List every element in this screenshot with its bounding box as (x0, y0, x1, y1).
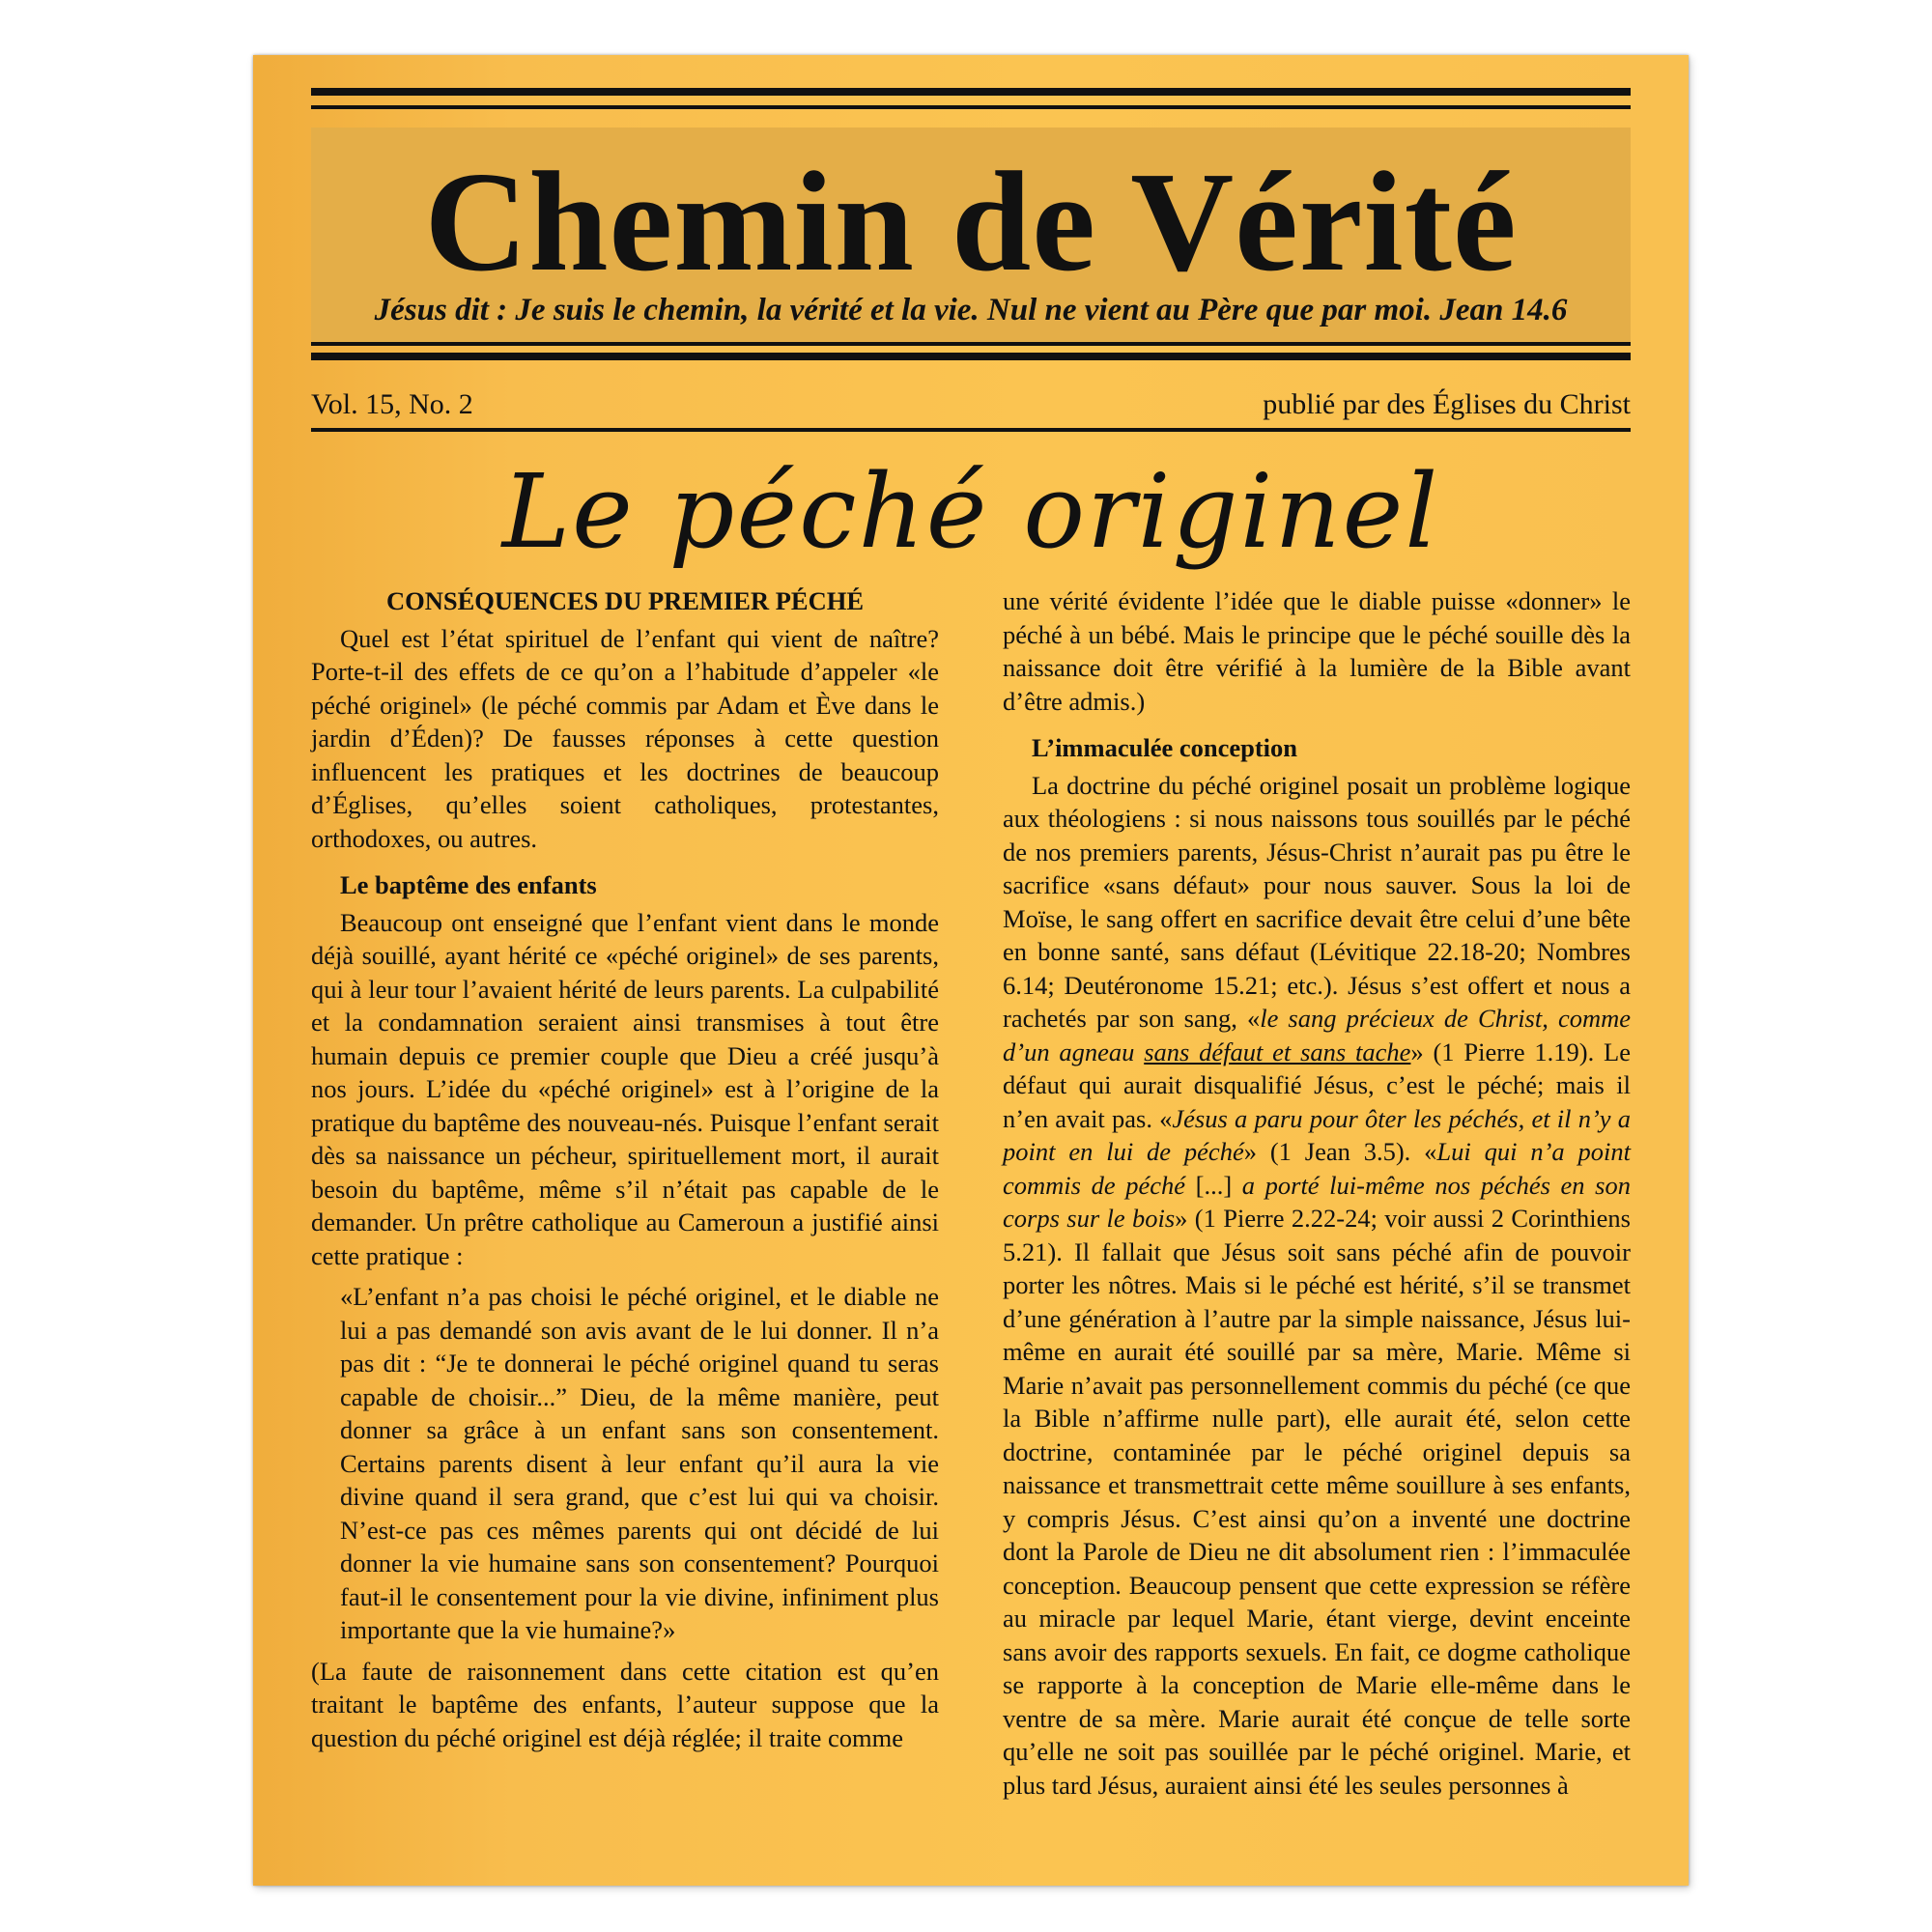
continued-paragraph: une vérité évidente l’idée que le diable puisse «donner» le péché à un bébé. Mais le principe que le péché souille dès la naissance doit être vérifié à la lumière de la Bible avant d’être admis.) (1003, 586, 1631, 716)
issue-volume: Vol. 15, No. 2 (311, 388, 473, 420)
masthead-verse: Jésus dit : Je suis le chemin, la vérité et la vie. Nul ne vient au Père que par moi. Jean 14.6 (374, 293, 1568, 327)
scripture-quote-3: Lui qui n’a point commis de péché (1003, 1137, 1632, 1200)
right-column (1003, 584, 1631, 1802)
paragraph-text-c: » (1 Jean 3.5). « (1243, 1137, 1437, 1166)
issue-info-row (311, 384, 1631, 426)
paragraph-text-e: » (1 Pierre 2.22-24; voir aussi 2 Corinthiens 5.21). Il fallait que Jésus soit sans péché afin de pouvoir porter les nôtres. Mais si le péché est hérité, s’il se transmet d’une génération à l’autre par la simple naissance, Jésus lui-même en aurait été souillé par sa mère, Marie. Même si Marie n’avait pas personnellement commis du péché (ce que la Bible n’affirme nulle part), elle aurait été, selon cette doctrine, contaminée par le péché originel depuis sa naissance et transmettrait cette même souillure à ses enfants, y compris Jésus. C’est ainsi qu’on a inventé une doctrine dont la Parole de Dieu ne dit absolument rien : l’immaculée conception. Beaucoup pensent que cette expression se réfère au miracle par lequel Marie, étant vierge, devint enceinte sans avoir des rapports sexuels. En fait, ce dogme catholique se rapporte à la conception de Marie elle-même dans le ventre de sa mère. Marie aurait été conçue de telle sorte qu’elle ne soit pas souillée par le péché originel. Marie, et plus tard Jésus, auraient ainsi été les seules personnes à (1003, 1204, 1631, 1800)
scripture-quote-4: a porté lui-même nos péchés en son corps sur le bois (1003, 1170, 1631, 1233)
masthead-top-rule (311, 88, 1631, 96)
newsletter-page (253, 55, 1689, 1886)
issue-bottom-rule (311, 428, 1631, 432)
masthead-bottom-rule (311, 353, 1631, 360)
infant-baptism-paragraph: Beaucoup ont enseigné que l’enfant vient dans le monde déjà souillé, ayant hérité ce «péché originel» de ses parents, qui à leur tour l’avaient hérité de leurs parents. La culpabilité et la condamnation seraient ainsi transmises à tout être humain depuis ce premier couple que Dieu a créé jusqu’à nos jours. L’idée du «péché originel» est à l’origine de la pratique du baptême des nouveau-nés. Puisque l’enfant serait dès sa naissance un pécheur, spirituellement mort, il aurait besoin du baptême, même s’il n’était pas capable de le demander. Un prêtre catholique au Cameroun a justifié ainsi cette pratique : (311, 907, 939, 1270)
article-headline: Le péché originel (501, 452, 1440, 571)
priest-quote: «L’enfant n’a pas choisi le péché originel, et le diable ne lui a pas demandé son avis avant de le lui donner. Il n’a pas dit : “Je te donnerai le péché originel quand tu seras capable de choisir...” Dieu, de la même manière, peut donner sa grâce à un enfant sans son consentement. Certains parents disent à leur enfant qu’il aura la vie divine quand il sera grand, que c’est lui qui va choisir. N’est-ce pas ces mêmes parents qui ont décidé de lui donner la vie humaine sans son consentement? Pourquoi faut-il le consentement pour la vie divine, infiniment plus importante que la vie humaine?» (340, 1282, 939, 1644)
immaculate-conception-paragraph (1003, 769, 1631, 1803)
subheading-infant-baptism: Le baptême des enfants (340, 870, 597, 899)
masthead-title: Chemin de Vérité (424, 143, 1518, 301)
issue-publisher: publié par des Églises du Christ (1263, 388, 1631, 420)
scripture-quote-2: Jésus a paru pour ôter les péchés, et il n’y a point en lui de péché (1003, 1103, 1631, 1166)
scripture-underlined: sans défaut et sans tache (1144, 1037, 1411, 1066)
left-column (311, 584, 939, 1754)
masthead-bottom-thin-rule (311, 342, 1631, 346)
reasoning-paragraph: (La faute de raisonnement dans cette citation est qu’en traitant le baptême des enfants, l’auteur suppose que la question du péché originel est déjà réglée; il traite comme (311, 1656, 939, 1752)
scripture-quote-1-text: le sang précieux de Christ, comme d’un agneau (1003, 1004, 1631, 1066)
subheading-immaculate-conception: L’immaculée conception (1032, 733, 1298, 762)
paragraph-text-a: La doctrine du péché originel posait un problème logique aux théologiens : si nous naissons tous souillés par le péché de nos premiers parents, Jésus-Christ n’aurait pas pu être le sacrifice «sans défaut» pour nous sauver. Sous la loi de Moïse, le sang offert en sacrifice devait être celui d’une bête en bonne santé, sans défaut (Lévitique 22.18-20; Nombres 6.14; Deutéronome 15.21; etc.). Jésus s’est offert et nous a rachetés par son sang, « (1003, 770, 1631, 1033)
masthead-top-thin-rule (311, 105, 1631, 109)
paragraph-text-d: [...] (1185, 1170, 1242, 1200)
section-heading: CONSÉQUENCES DU PREMIER PÉCHÉ (386, 586, 864, 615)
paragraph-text-b: » (1 Pierre 1.19). Le défaut qui aurait disqualifié Jésus, c’est le péché; mais il n’en avait pas. « (1003, 1037, 1632, 1133)
intro-paragraph: Quel est l’état spirituel de l’enfant qui vient de naître? Porte-t-il des effets de ce qu’on a l’habitude d’appeler «le péché originel» (le péché commis par Adam et Ève dans le jardin d’Éden)? De fausses réponses à cette question influencent les pratiques et les doctrines de beaucoup d’Églises, qu’elles soient catholiques, protestantes, orthodoxes, ou autres. (311, 623, 939, 853)
